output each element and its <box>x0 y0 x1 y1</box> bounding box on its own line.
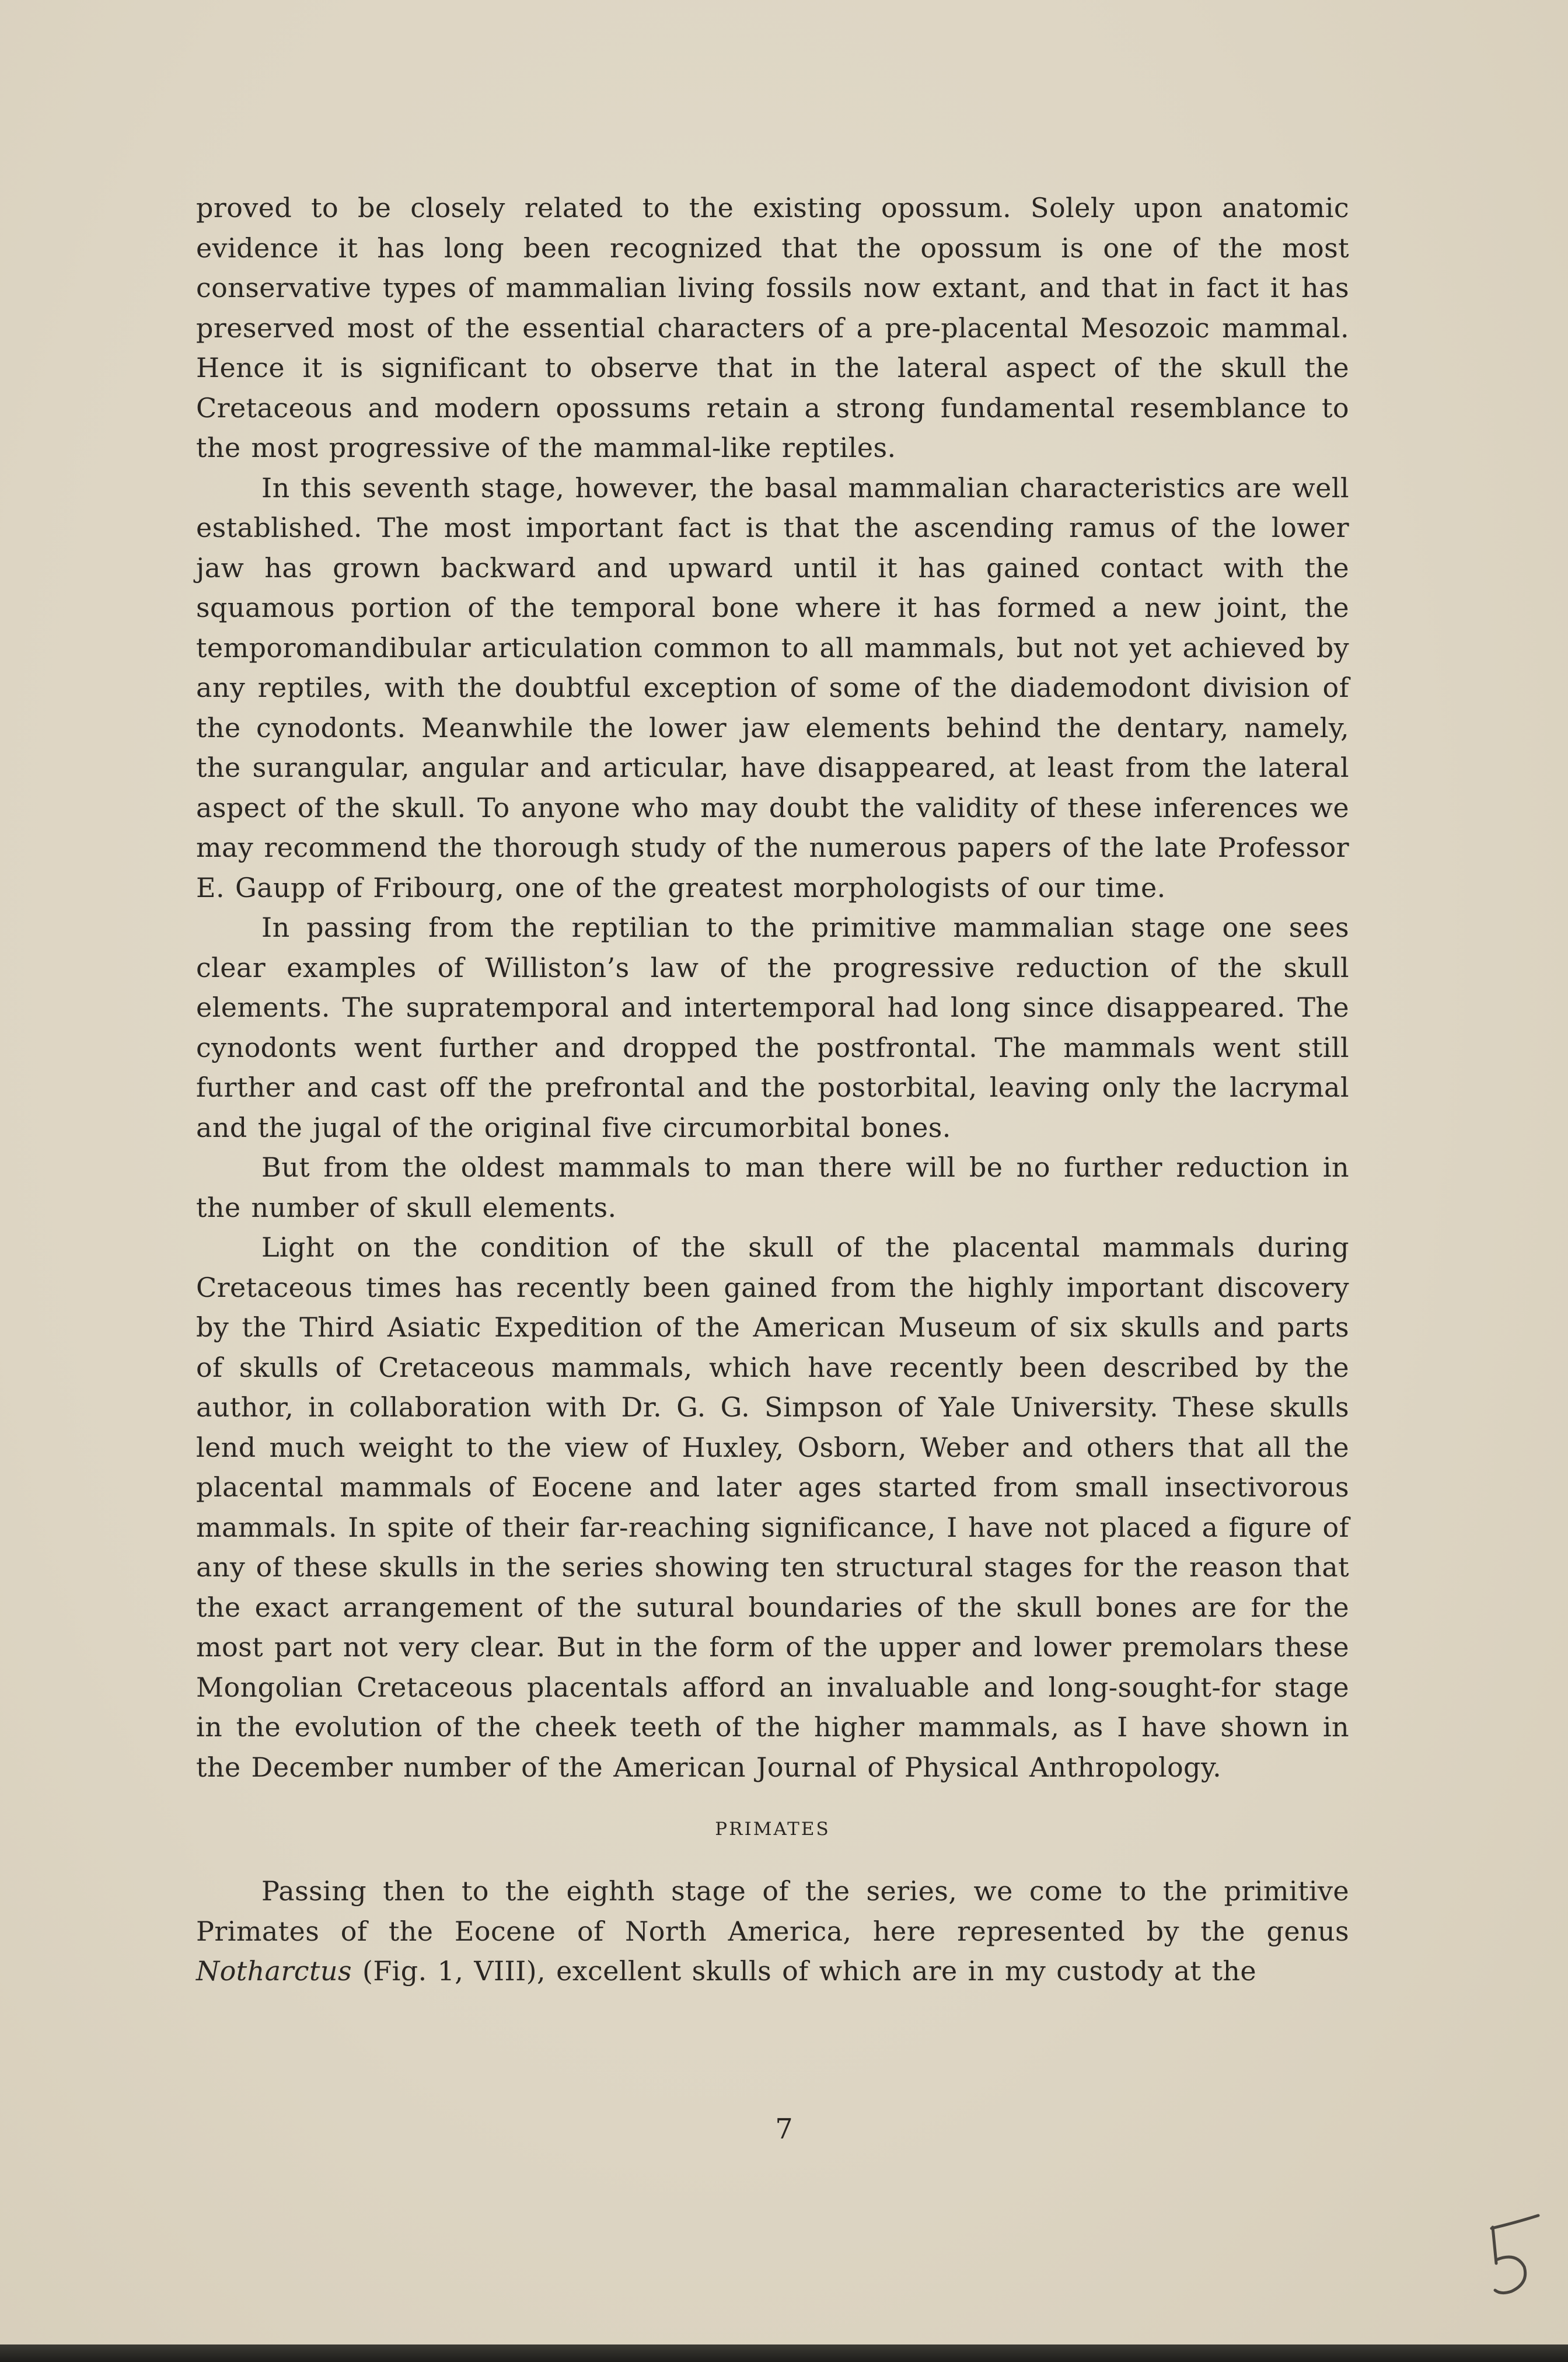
paragraph-primates <box>196 1871 1349 1991</box>
primates-text-end: (Fig. 1, VIII), excellent skulls of which are in my custody at the <box>351 1955 1256 1987</box>
section-heading-primates: PRIMATES <box>715 1819 830 1840</box>
paragraph-seventh-stage: In this seventh stage, however, the basal mammalian characteristics are well established. The most important fact is that the ascending ramus of the lower jaw has grown backward and upward until it has gained contact with the squamous portion of the temporal bone where it has formed a new joint, the temporomandibular articulation common to all mammals, but not yet achieved by any reptiles, with the doubtful exception of some of the diademodont division of the cynodonts. Meanwhile the lower jaw elements behind the dentary, namely, the surangular, angular and articular, have disappeared, at least from the lateral aspect of the skull. To anyone who may doubt the validity of these inferences we may recommend the thorough study of the numerous papers of the late Professor E. Gaupp of Fribourg, one of the greatest morphologists of our time. <box>196 472 1349 903</box>
paragraph-no-further-reduction: But from the oldest mammals to man there will be no further reduction in the number of skull elements. <box>196 1152 1349 1223</box>
paragraph-cretaceous-placentals: Light on the condition of the skull of the placental mammals during Cretaceous times has recently been gained from the highly important discovery by the Third Asiatic Expedition of the American Museum of six skulls and parts of skulls of Cretaceous mammals, which have recently been described by the author, in collaboration with Dr. G. G. Simpson of Yale University. These skulls lend much weight to the view of Huxley, Osborn, Weber and others that all the placental mammals of Eocene and later ages started from small insectivorous mammals. In spite of their far-reaching significance, I have not placed a figure of any of these skulls in the series showing ten structural stages for the reason that the exact arrangement of the sutural boundaries of the skull bones are for the most part not very clear. But in the form of the upper and lower premolars these Mongolian Cretaceous placentals afford an invaluable and long-sought-for stage in the evolution of the cheek teeth of the higher mammals, as I have shown in the December number of the American Journal of Physical Anthropology. <box>196 1231 1349 1783</box>
page-number: 7 <box>775 2113 793 2145</box>
paragraph-williston-law: In passing from the reptilian to the primitive mammalian stage one sees clear examples of Williston’s law of the progressive reduction of the skull elements. The supratemporal and intertemporal had long since disappeared. The cynodonts went further and dropped the postfrontal. The mammals went still further and cast off the prefrontal and the postorbital, leaving only the lacrymal and the jugal of the original five circumorbital bones. <box>196 912 1349 1143</box>
body-text <box>196 188 1349 1991</box>
primates-text-start: Passing then to the eighth stage of the series, we come to the primitive Primates of the Eocene of North America, here represented by the genus <box>196 1875 1349 1947</box>
scan-bottom-edge <box>0 2344 1568 2362</box>
handwritten-number-mark <box>1475 2210 1545 2297</box>
paragraph-opossum: proved to be closely related to the existing opossum. Solely upon anatomic evidence it has long been recognized that the opossum is one of the most conservative types of mammalian living fossils now extant, and that in fact it has preserved most of the essential characters of a pre-placental Mesozoic mammal. Hence it is significant to observe that in the lateral aspect of the skull the Cretaceous and modern opossums retain a strong fundamental resemblance to the most progressive of the mammal-like reptiles. <box>196 192 1349 463</box>
genus-name-italic: Notharctus <box>196 1955 352 1987</box>
